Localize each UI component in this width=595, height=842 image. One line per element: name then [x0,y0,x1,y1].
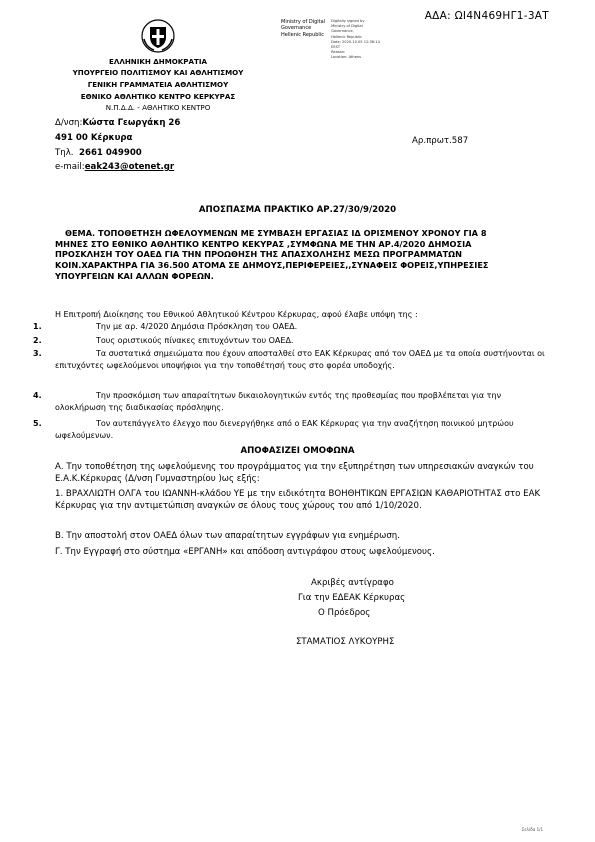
subject-block [55,228,545,282]
signature-details [331,19,380,61]
digital-signature-stamp [281,19,380,61]
email-label: e-mail: [55,162,85,172]
header-line: ΕΛΛΗΝΙΚΗ ΔΗΜΟΚΡΑΤΙΑ [109,57,207,66]
phone-label: Τηλ. [55,148,74,158]
page-footer: Σελίδα 1/1 [521,827,543,832]
address-label: Δ/νση: [55,118,83,128]
postal-line: 491 00 Κέρκυρα [55,133,133,143]
decision-paragraph: Γ. Την Εγγραφή στο σύστημα «ΕΡΓΑΝΗ» και απόδοση αντιγράφου στους ωφελούμενους. [55,547,435,557]
ada-code: ΑΔΑ: ΩΙ4Ν469ΗΓ1-3ΑΤ [424,10,549,22]
signature-issuer [281,19,325,61]
protocol-number: Αρ.πρωτ.587 [412,136,469,146]
signature-detail-line: Reason: [331,50,346,55]
signature-issuer-line: Governance [281,25,312,32]
item-text: Τους οριστικούς πίνακες επιτυχόντων του ΟΑΕΔ. [96,336,294,345]
subject-line: ΚΟΙΝ.ΧΑΡΑΚΤΗΡΑ ΓΙΑ 36.500 ΑΤΟΜΑ ΣΕ ΔΗΜΟΥΣ,ΠΕΡΙΦΕΡΕΙΕΣ,,ΣΥΝΑΦΕΙΣ ΦΟΡΕΙΣ,ΥΠΗΡΕΣΙΕΣ [55,260,489,271]
header-line: ΥΠΟΥΡΓΕΙΟ ΠΟΛΙΤΙΣΜΟΥ ΚΑΙ ΑΘΛΗΤΙΣΜΟΥ [72,68,244,77]
decision-heading: ΑΠΟΦΑΣΙΖΕΙ ΟΜΟΦΩΝΑ [240,446,355,456]
signature-detail-line: Date: 2020.10.05 12:38:14 [331,39,380,44]
subject-line: ΘΕΜΑ. ΤΟΠΟΘΕΤΗΣΗ ΩΦΕΛΟΥΜΕΝΩΝ ΜΕ ΣΥΜΒΑΣΗ ΕΡΓΑΣΙΑΣ ΙΔ ΟΡΙΣΜΕΝΟΥ ΧΡΟΝΟΥ ΓΙΑ 8 [65,228,487,238]
signature-detail-line: Digitally signed by [331,19,365,23]
item-text: Την προσκόμιση των απαραίτητων δικαιολογητικών εντός της προθεσμίας που προβλέπεται για την ολοκλήρωση της διαδικασίας πρόσληψης. [55,391,502,413]
address-line [55,117,180,129]
phone-value: 2661 049900 [78,148,142,158]
decision-paragraph: Α. Την τοποθέτηση της ωφελούμενης του προγράμματος για την εξυπηρέτηση των υπηρεσιακών αναγκών του Ε.Α.Κ.Κέρκυρας (Δ/νση Γυμναστηρίου )ως εξής: [55,462,534,485]
item-text: Τον αυτεπάγγελτο έλεγχο που διενεργήθηκε από ο ΕΑΚ Κέρκυρας για την αναζήτηση ποινικού μητρώου ωφελούμενων. [55,419,514,441]
address-value: Κώστα Γεωργάκη 26 [82,118,181,128]
signature-detail-line: Governance, [331,29,354,34]
signature-line: Ακριβές αντίγραφο [311,578,394,588]
header-line: ΓΕΝΙΚΗ ΓΡΑΜΜΑΤΕΙΑ ΑΘΛΗΤΙΣΜΟΥ [87,80,229,89]
intro-text: Η Επιτροπή Διοίκησης του Εθνικού Αθλητικού Κέντρου Κέρκυρας, αφού έλαβε υπόψη της : [55,310,418,319]
signature-detail-line: Hellenic Republic [331,34,362,39]
signature-detail-line: Ministry of Digital [331,24,363,29]
subject-line: ΥΠΟΥΡΓΕΙΩΝ ΚΑΙ ΑΛΛΩΝ ΦΟΡΕΩΝ. [55,270,214,281]
header-line: ΕΘΝΙΚΟ ΑΘΛΗΤΙΚΟ ΚΕΝΤΡΟ ΚΕΡΚΥΡΑΣ [80,92,236,101]
signature-detail-line: Location: Athens [331,55,362,60]
document-title: ΑΠΟΣΠΑΣΜΑ ΠΡΑΚΤΙΚΟ ΑΡ.27/30/9/2020 [198,205,397,215]
email-line [55,161,174,173]
signatory-name: ΣΤΑΜΑΤΙΟΣ ΛΥΚΟΥΡΗΣ [296,637,395,647]
decision-paragraph: Β. Την αποστολή στον ΟΑΕΔ όλων των απαραίτητων εγγράφων για ενημέρωση. [55,531,400,541]
item-number: 4. [33,391,42,400]
subject-line: ΠΡΟΣΚΛΗΣΗ ΤΟΥ ΟΑΕΔ ΓΙΑ ΤΗΝ ΠΡΟΩΘΗΣΗ ΤΗΣ ΑΠΑΣΧΟΛΗΣΗΣ ΜΕΣΩ ΠΡΟΓΡΑΜΜΑΤΩΝ [55,249,462,260]
signature-line: Ο Πρόεδρος [318,608,371,618]
item-number: 1. [33,322,42,331]
header-line: Ν.Π.Δ.Δ. - ΑΘΛΗΤΙΚΟ ΚΕΝΤΡΟ [105,103,211,112]
subject-line: ΜΗΝΕΣ ΣΤΟ ΕΘΝΙΚΟ ΑΘΛΗΤΙΚΟ ΚΕΝΤΡΟ ΚΕΚΥΡΑΣ ,ΣΥΜΦΩΝΑ ΜΕ ΤΗΝ ΑΡ.4/2020 ΔΗΜΟΣΙΑ [55,238,472,249]
signature-issuer-line: Hellenic Republic [281,31,324,38]
signature-line: Για την ΕΔΕΑΚ Κέρκυρας [298,593,406,603]
item-number: 5. [33,419,42,428]
phone-line [55,147,142,159]
item-text: Τα συστατικά σημειώματα που έχουν αποσταλθεί στο ΕΑΚ Κέρκυρας από τον ΟΑΕΔ με τα οποία συστήνονται οι επιτυχόντες ωφελούμενοι υποψήφιοι για την τοποθέτησή τους στο φορέα υποδοχής. [55,349,545,371]
signature-detail-line: EEST [331,45,341,50]
item-number: 3. [33,349,42,358]
item-text: Την με αρ. 4/2020 Δημόσια Πρόσκληση του ΟΑΕΔ. [96,322,298,331]
item-number: 2. [33,336,42,345]
greek-coat-of-arms-icon [141,19,175,53]
decision-paragraph: 1. ΒΡΑΧΛΙΩΤΗ ΟΛΓΑ του ΙΩΑΝΝΗ-κλάδου ΥΕ με την ειδικότητα ΒΟΗΘΗΤΙΚΩΝ ΕΡΓΑΣΙΩΝ ΚΑΘΑΡΙΟΤΗΤΑΣ στο ΕΑΚ Κέρκυρας για την αντιμετώπιση αναγκών σε όλους τους χώρους του από 1/10/2020. [55,489,541,512]
signature-issuer-line: Ministry of Digital [281,19,326,25]
email-link[interactable]: eak243@otenet.gr [84,162,175,172]
